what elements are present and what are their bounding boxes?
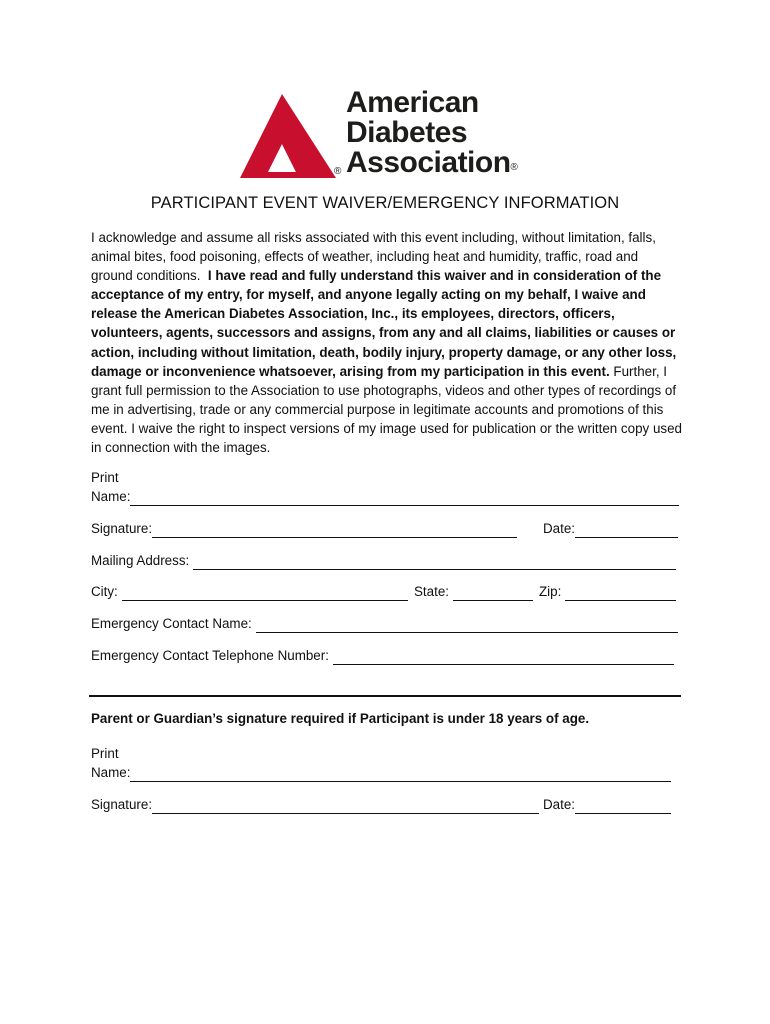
guardian-signature-label: Signature: [91,797,153,812]
emergency-contact-phone-field [91,646,674,665]
emergency-contact-name-input-line[interactable] [256,617,678,633]
zip-input-line[interactable] [565,585,676,601]
date-field [543,519,678,538]
logo-wordmark [346,88,517,178]
guardian-note: Parent or Guardian’s signature required if Participant is under 18 years of age. [91,711,590,726]
name-input-line[interactable] [130,490,679,506]
emergency-contact-name-field [91,614,678,633]
guardian-name-input-line[interactable] [130,766,671,782]
city-label: City: [91,584,118,599]
waiver-outro: Further, I grant full permission to the Association to use photographs, videos and other types of recordings of me in advertising, trade or any commercial purpose in legitimate accounts and promotions of this event. I waive the right to inspect versions of my image used for publication or the written copy used in connection with the images. [91,363,682,456]
mailing-address-input-line[interactable] [193,554,676,570]
guardian-date-label: Date: [543,797,576,812]
mailing-address-field [91,551,676,570]
date-input-line[interactable] [575,522,678,538]
waiver-intro: I acknowledge and assume all risks associated with this event including, without limitation, falls, animal bites, food poisoning, effects of weather, including heat and humidity, traffic, road and ground conditions. [91,230,656,284]
zip-field [539,582,676,601]
guardian-print-label: Print [91,746,119,761]
date-label: Date: [543,521,576,536]
city-input-line[interactable] [122,585,408,601]
ada-logo [238,88,538,180]
emergency-contact-phone-label: Emergency Contact Telephone Number: [91,648,329,663]
ada-triangle-icon [238,94,338,180]
mailing-address-label: Mailing Address: [91,553,190,568]
signature-field [91,519,517,538]
city-field [91,582,408,601]
guardian-signature-field [91,795,539,814]
signature-input-line[interactable] [152,522,517,538]
signature-label: Signature: [91,521,153,536]
zip-label: Zip: [539,584,562,599]
guardian-signature-input-line[interactable] [152,798,539,814]
state-label: State: [414,584,449,599]
emergency-contact-name-label: Emergency Contact Name: [91,616,252,631]
print-label: Print [91,470,119,485]
state-input-line[interactable] [453,585,533,601]
guardian-print-name-field [91,763,671,782]
registered-mark-small: ® [334,166,342,177]
guardian-date-input-line[interactable] [575,798,671,814]
print-name-field [91,487,679,506]
guardian-name-label: Name: [91,765,131,780]
guardian-date-field [543,795,671,814]
logo-line-diabetes: Diabetes [346,116,468,149]
section-divider [89,695,681,697]
logo-line-american: American [346,86,479,119]
logo-line-association: Association [346,146,511,179]
waiver-text [91,228,683,457]
page-title: PARTICIPANT EVENT WAIVER/EMERGENCY INFORMATION [150,194,620,212]
state-field [414,582,533,601]
emergency-contact-phone-input-line[interactable] [333,649,674,665]
waiver-bold-clause: I have read and fully understand this waiver and in consideration of the acceptance of my entry, for myself, and anyone legally acting on my behalf, I waive and release the American Diabetes Association, Inc., its employees, directors, officers, volunteers, agents, successors and assigns, from any and all claims, liabilities or causes or action, including without limitation, death, bodily injury, property damage, or any other loss, damage or inconvenience whatsoever, arising from my participation in this event. [91,268,677,379]
registered-mark: ® [510,162,518,173]
name-label: Name: [91,489,131,504]
